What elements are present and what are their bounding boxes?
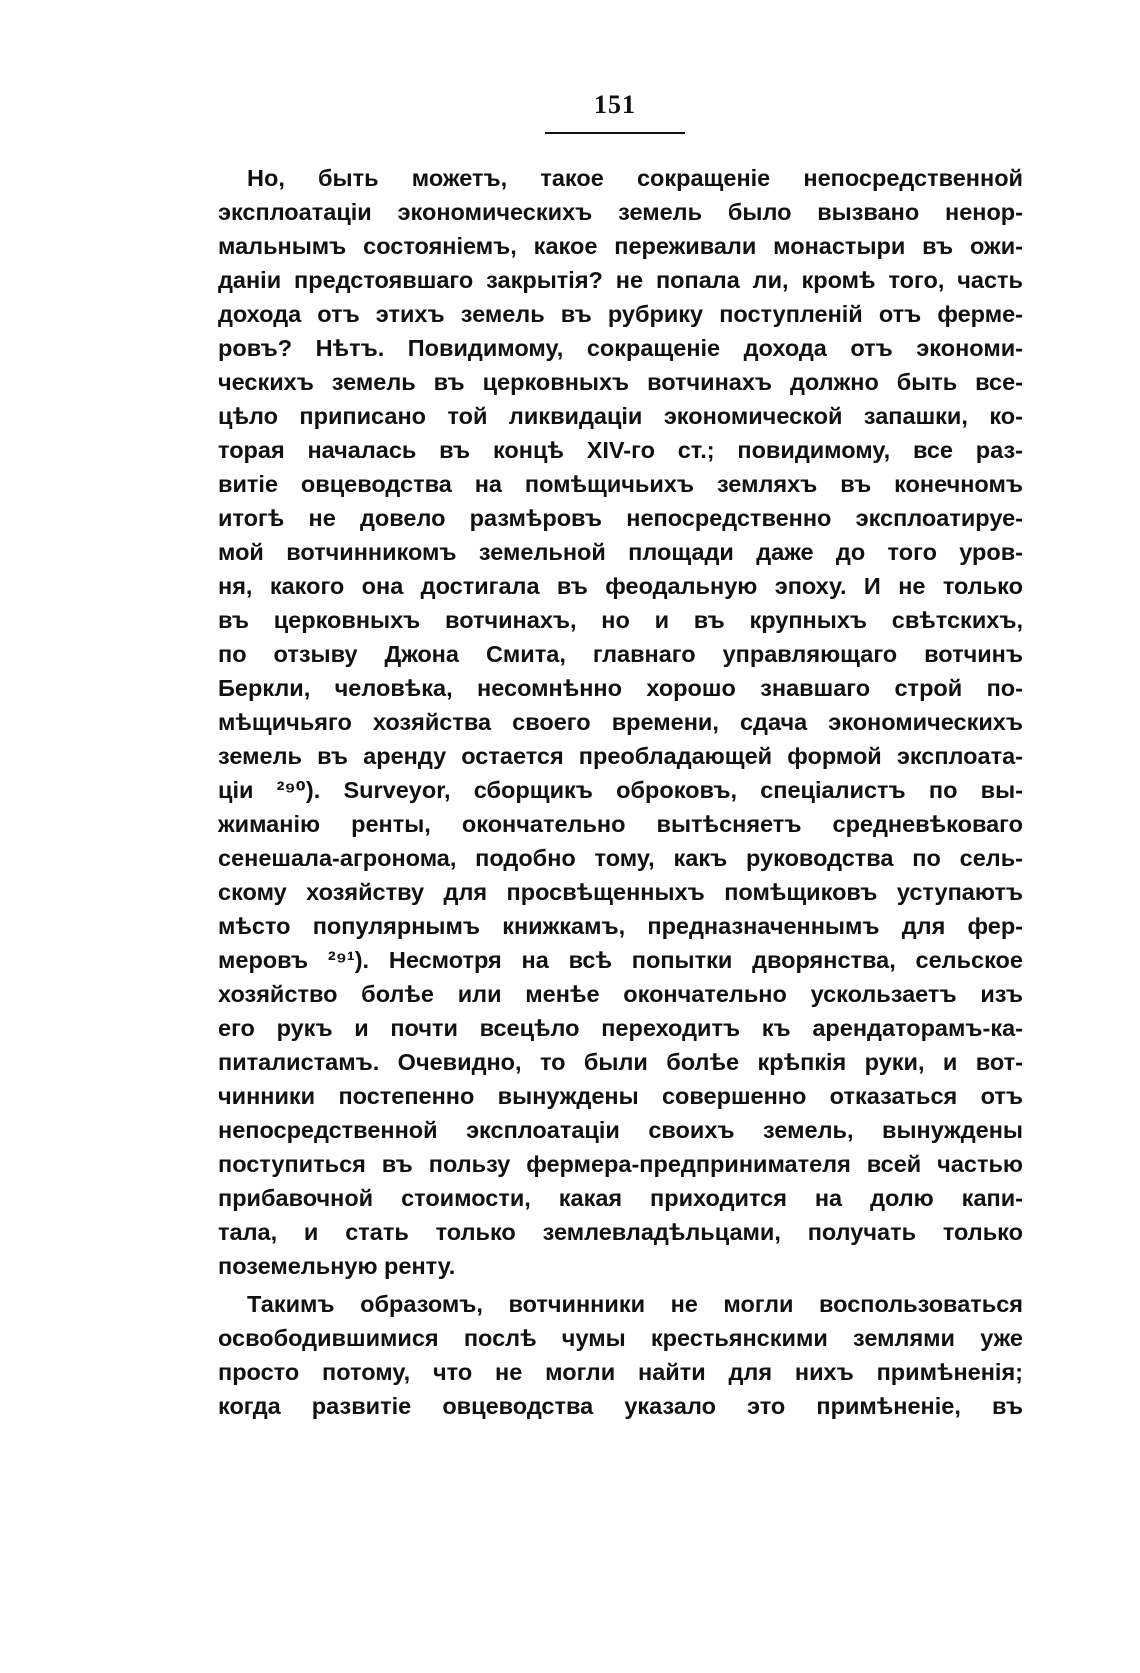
text-line: мальнымъ состоянiемъ, какое переживали монастыри въ ожи- xyxy=(218,233,1023,259)
text-line: ня, какого она достигала въ феодальную эпоху. И не только xyxy=(218,573,1023,599)
text-line: чинники постепенно вынуждены совершенно отказаться отъ xyxy=(218,1083,1023,1109)
text-line: земель въ аренду остается преобладающей формой эксплоата- xyxy=(218,743,1023,769)
text-line: въ церковныхъ вотчинахъ, но и въ крупныхъ свѣтскихъ, xyxy=(218,607,1023,633)
text-line: непосредственной эксплоатацiи своихъ земель, вынуждены xyxy=(218,1117,1023,1143)
text-line: прибавочной стоимости, какая приходится на долю капи- xyxy=(218,1185,1023,1211)
text-line: мѣсто популярнымъ книжкамъ, предназначеннымъ для фер- xyxy=(218,913,1023,939)
text-line: освободившимися послѣ чумы крестьянскими землями уже xyxy=(218,1325,1023,1351)
text-line: хозяйство болѣе или менѣе окончательно ускользаетъ изъ xyxy=(218,981,1023,1007)
text-line: торая началась въ концѣ XIV-го ст.; повидимому, все раз- xyxy=(218,437,1023,463)
text-line: мой вотчинникомъ земельной площади даже до того уров- xyxy=(218,539,1023,565)
text-line: витiе овцеводства на помѣщичьихъ земляхъ въ конечномъ xyxy=(218,471,1023,497)
text-line: цѣло приписано той ликвидацiи экономической запашки, ко- xyxy=(218,403,1023,429)
text-line: Беркли, человѣка, несомнѣнно хорошо знавшаго строй по- xyxy=(218,675,1023,701)
text-line: скому хозяйству для просвѣщенныхъ помѣщиковъ уступаютъ xyxy=(218,879,1023,905)
text-line: цiи ²⁹⁰). Surveyor, сборщикъ оброковъ, спецiалистъ по вы- xyxy=(218,777,1023,803)
page-number: 151 xyxy=(594,90,636,119)
text-line: меровъ ²⁹¹). Несмотря на всѣ попытки дворянства, сельское xyxy=(218,947,1023,973)
text-line: питалистамъ. Очевидно, то были болѣе крѣпкiя руки, и вот- xyxy=(218,1049,1023,1075)
text-line: дохода отъ этихъ земель въ рубрику поступленiй отъ ферме- xyxy=(218,301,1023,327)
text-line: ческихъ земель въ церковныхъ вотчинахъ должно быть все- xyxy=(218,369,1023,395)
header-rule xyxy=(545,132,685,134)
text-line: ровъ? Нѣтъ. Повидимому, сокращенiе дохода отъ экономи- xyxy=(218,335,1023,361)
text-line: поступиться въ пользу фермера-предпринимателя всей частью xyxy=(218,1151,1023,1177)
text-line: тала, и стать только землевладѣльцами, получать только xyxy=(218,1219,1023,1245)
text-line: Но, быть можетъ, такое сокращенiе непосредственной xyxy=(247,165,1023,191)
text-line: жиманiю ренты, окончательно вытѣсняетъ средневѣковаго xyxy=(218,811,1023,837)
text-line: эксплоатацiи экономическихъ земель было вызвано ненор- xyxy=(218,199,1023,225)
text-line: мѣщичьяго хозяйства своего времени, сдача экономическихъ xyxy=(218,709,1023,735)
text-line: сенешала-агронома, подобно тому, какъ руководства по сель- xyxy=(218,845,1023,871)
text-line: данiи предстоявшаго закрытiя? не попала ли, кромѣ того, часть xyxy=(218,267,1023,293)
text-line: его рукъ и почти всецѣло переходитъ къ арендаторамъ-ка- xyxy=(218,1015,1023,1041)
text-line: Такимъ образомъ, вотчинники не могли воспользоваться xyxy=(247,1291,1023,1317)
text-line: просто потому, что не могли найти для нихъ примѣненiя; xyxy=(218,1359,1023,1385)
text-line: когда развитiе овцеводства указало это примѣненiе, въ xyxy=(218,1393,1023,1419)
text-line: по отзыву Джона Смита, главнаго управляющаго вотчинъ xyxy=(218,641,1023,667)
text-line: итогѣ не довело размѣровъ непосредственно эксплоатируе- xyxy=(218,505,1023,531)
text-line: поземельную ренту. xyxy=(218,1253,456,1279)
